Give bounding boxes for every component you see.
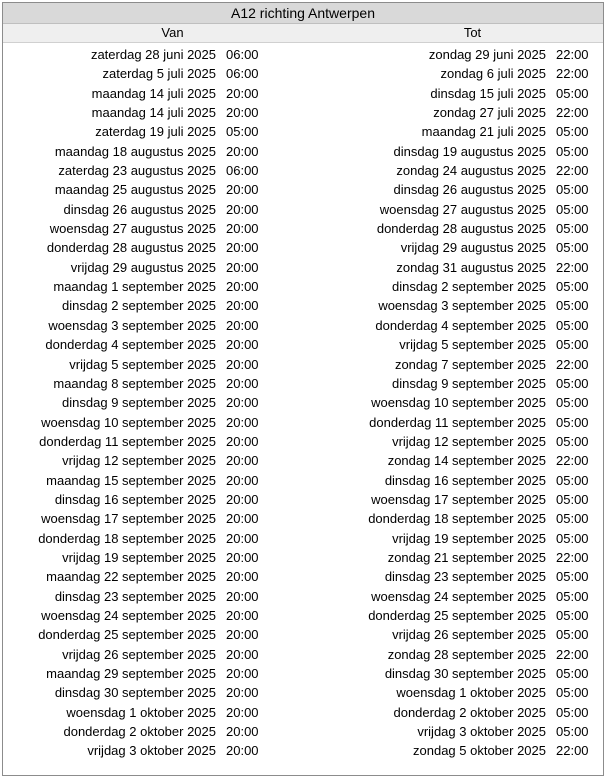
tot-time-cell: 22:00 [556, 259, 589, 275]
van-date-cell: maandag 14 juli 2025 [91, 85, 216, 101]
van-time-cell: 20:00 [226, 221, 259, 237]
van-time-cell: 20:00 [226, 375, 259, 391]
tot-time-cell: 05:00 [556, 530, 589, 546]
tot-date-cell: donderdag 25 september 2025 [368, 607, 546, 623]
van-time-cell: 20:00 [226, 588, 259, 604]
tot-date-cell: zondag 6 juli 2025 [440, 66, 546, 82]
tot-date-cell: donderdag 4 september 2025 [375, 317, 546, 333]
tot-date-cell: zondag 21 september 2025 [387, 549, 546, 565]
van-time-cell: 06:00 [226, 66, 259, 82]
table-row [3, 664, 603, 683]
van-date-cell: donderdag 28 augustus 2025 [46, 240, 216, 256]
tot-time-cell: 05:00 [556, 704, 589, 720]
van-date-cell: vrijdag 29 augustus 2025 [70, 259, 216, 275]
tot-date-cell: dinsdag 9 september 2025 [392, 375, 546, 391]
van-date-cell: dinsdag 30 september 2025 [54, 685, 216, 701]
van-time-cell: 20:00 [226, 298, 259, 314]
van-date-cell: maandag 15 september 2025 [46, 472, 216, 488]
tot-time-cell: 05:00 [556, 685, 589, 701]
table-row [3, 451, 603, 470]
van-time-cell: 20:00 [226, 511, 259, 527]
table-row [3, 122, 603, 141]
van-time-cell: 20:00 [226, 240, 259, 256]
tot-time-cell: 05:00 [556, 588, 589, 604]
van-time-cell: 20:00 [226, 743, 259, 759]
table-row [3, 509, 603, 528]
van-time-cell: 20:00 [226, 472, 259, 488]
tot-date-cell: zondag 7 september 2025 [394, 356, 546, 372]
van-date-cell: zaterdag 19 juli 2025 [95, 124, 216, 140]
van-date-cell: maandag 14 juli 2025 [91, 105, 216, 121]
tot-date-cell: donderdag 2 oktober 2025 [393, 704, 546, 720]
van-date-cell: dinsdag 2 september 2025 [62, 298, 216, 314]
tot-date-cell: vrijdag 5 september 2025 [399, 337, 546, 353]
tot-time-cell: 05:00 [556, 724, 589, 740]
schedule-table [2, 2, 604, 776]
tot-date-cell: vrijdag 26 september 2025 [392, 627, 546, 643]
table-row [3, 529, 603, 548]
tot-time-cell: 05:00 [556, 279, 589, 295]
tot-time-cell: 22:00 [556, 105, 589, 121]
tot-date-cell: vrijdag 12 september 2025 [392, 433, 546, 449]
tot-date-cell: zondag 14 september 2025 [387, 453, 546, 469]
table-row [3, 161, 603, 180]
van-date-cell: donderdag 4 september 2025 [45, 337, 216, 353]
table-body [3, 43, 603, 761]
table-row [3, 567, 603, 586]
tot-date-cell: zondag 29 juni 2025 [428, 47, 546, 62]
table-row [3, 471, 603, 490]
van-time-cell: 20:00 [226, 395, 259, 411]
van-date-cell: donderdag 2 oktober 2025 [63, 724, 216, 740]
table-row [3, 335, 603, 354]
tot-time-cell: 05:00 [556, 569, 589, 585]
van-time-cell: 05:00 [226, 124, 259, 140]
van-date-cell: donderdag 18 september 2025 [38, 530, 216, 546]
van-time-cell: 20:00 [226, 704, 259, 720]
van-time-cell: 20:00 [226, 105, 259, 121]
van-time-cell: 20:00 [226, 569, 259, 585]
van-date-cell: woensdag 24 september 2025 [41, 607, 216, 623]
van-date-cell: maandag 8 september 2025 [53, 375, 216, 391]
tot-date-cell: woensdag 17 september 2025 [371, 491, 546, 507]
van-date-cell: donderdag 25 september 2025 [38, 627, 216, 643]
table-row [3, 625, 603, 644]
tot-time-cell: 05:00 [556, 317, 589, 333]
tot-time-cell: 22:00 [556, 646, 589, 662]
tot-time-cell: 22:00 [556, 549, 589, 565]
van-date-cell: maandag 18 augustus 2025 [54, 143, 216, 159]
van-time-cell: 20:00 [226, 337, 259, 353]
tot-date-cell: vrijdag 29 augustus 2025 [400, 240, 546, 256]
tot-date-cell: dinsdag 19 augustus 2025 [393, 143, 546, 159]
tot-time-cell: 05:00 [556, 414, 589, 430]
table-header [3, 24, 603, 43]
table-row [3, 374, 603, 393]
tot-time-cell: 05:00 [556, 143, 589, 159]
tot-date-cell: donderdag 28 augustus 2025 [376, 221, 546, 237]
van-time-cell: 20:00 [226, 685, 259, 701]
column-header-van: Van [161, 25, 184, 40]
tot-date-cell: woensdag 27 augustus 2025 [379, 201, 546, 217]
tot-time-cell: 22:00 [556, 453, 589, 469]
column-header-tot: Tot [463, 25, 482, 40]
van-date-cell: woensdag 27 augustus 2025 [49, 221, 216, 237]
table-row [3, 200, 603, 219]
table-row [3, 103, 603, 122]
van-time-cell: 20:00 [226, 259, 259, 275]
table-row [3, 258, 603, 277]
tot-date-cell: zondag 24 augustus 2025 [396, 163, 546, 179]
van-date-cell: maandag 1 september 2025 [53, 279, 216, 295]
tot-time-cell: 05:00 [556, 182, 589, 198]
tot-time-cell: 05:00 [556, 375, 589, 391]
van-time-cell: 06:00 [226, 163, 259, 179]
van-date-cell: woensdag 3 september 2025 [48, 317, 216, 333]
van-time-cell: 20:00 [226, 317, 259, 333]
tot-time-cell: 05:00 [556, 511, 589, 527]
van-time-cell: 20:00 [226, 453, 259, 469]
table-row [3, 722, 603, 741]
van-date-cell: vrijdag 3 oktober 2025 [87, 743, 216, 759]
van-date-cell: dinsdag 16 september 2025 [54, 491, 216, 507]
table-row [3, 296, 603, 315]
van-time-cell: 20:00 [226, 607, 259, 623]
van-time-cell: 20:00 [226, 182, 259, 198]
van-time-cell: 20:00 [226, 549, 259, 565]
tot-time-cell: 22:00 [556, 163, 589, 179]
van-date-cell: dinsdag 26 augustus 2025 [63, 201, 216, 217]
tot-time-cell: 22:00 [556, 66, 589, 82]
table-row [3, 84, 603, 103]
table-row [3, 413, 603, 432]
tot-time-cell: 05:00 [556, 298, 589, 314]
tot-time-cell: 05:00 [556, 395, 589, 411]
tot-time-cell: 05:00 [556, 240, 589, 256]
tot-date-cell: donderdag 11 september 2025 [369, 414, 546, 430]
van-date-cell: vrijdag 26 september 2025 [62, 646, 216, 662]
van-date-cell: vrijdag 19 september 2025 [62, 549, 216, 565]
table-row [3, 490, 603, 509]
table-row [3, 238, 603, 257]
van-date-cell: vrijdag 5 september 2025 [69, 356, 216, 372]
tot-time-cell: 05:00 [556, 666, 589, 681]
van-date-cell: woensdag 17 september 2025 [41, 511, 216, 527]
tot-date-cell: zondag 5 oktober 2025 [413, 743, 546, 759]
van-date-cell: maandag 29 september 2025 [46, 666, 216, 681]
tot-date-cell: dinsdag 2 september 2025 [392, 279, 546, 295]
van-date-cell: woensdag 10 september 2025 [41, 414, 216, 430]
tot-time-cell: 22:00 [556, 356, 589, 372]
tot-time-cell: 05:00 [556, 221, 589, 237]
tot-date-cell: dinsdag 15 juli 2025 [430, 85, 546, 101]
van-time-cell: 20:00 [226, 143, 259, 159]
table-row [3, 142, 603, 161]
table-row [3, 606, 603, 625]
van-date-cell: donderdag 11 september 2025 [39, 433, 216, 449]
van-date-cell: zaterdag 28 juni 2025 [90, 47, 216, 62]
tot-date-cell: vrijdag 19 september 2025 [392, 530, 546, 546]
table-row [3, 683, 603, 702]
table-row [3, 393, 603, 412]
tot-time-cell: 22:00 [556, 47, 589, 62]
van-date-cell: zaterdag 5 juli 2025 [102, 66, 216, 82]
van-time-cell: 20:00 [226, 414, 259, 430]
tot-date-cell: maandag 21 juli 2025 [421, 124, 546, 140]
van-time-cell: 20:00 [226, 356, 259, 372]
tot-date-cell: vrijdag 3 oktober 2025 [417, 724, 546, 740]
table-row [3, 355, 603, 374]
tot-time-cell: 05:00 [556, 124, 589, 140]
tot-time-cell: 05:00 [556, 472, 589, 488]
tot-time-cell: 05:00 [556, 337, 589, 353]
tot-date-cell: woensdag 10 september 2025 [371, 395, 546, 411]
table-row [3, 45, 603, 64]
van-time-cell: 20:00 [226, 627, 259, 643]
van-date-cell: dinsdag 9 september 2025 [62, 395, 216, 411]
van-time-cell: 20:00 [226, 666, 259, 681]
tot-date-cell: woensdag 3 september 2025 [378, 298, 546, 314]
tot-date-cell: woensdag 1 oktober 2025 [396, 685, 546, 701]
table-row [3, 741, 603, 760]
van-date-cell: woensdag 1 oktober 2025 [66, 704, 216, 720]
table-row [3, 219, 603, 238]
tot-date-cell: dinsdag 26 augustus 2025 [393, 182, 546, 198]
van-date-cell: dinsdag 23 september 2025 [54, 588, 216, 604]
van-date-cell: maandag 22 september 2025 [46, 569, 216, 585]
van-time-cell: 20:00 [226, 530, 259, 546]
tot-date-cell: zondag 27 juli 2025 [433, 105, 546, 121]
van-time-cell: 20:00 [226, 201, 259, 217]
tot-time-cell: 05:00 [556, 433, 589, 449]
tot-time-cell: 05:00 [556, 85, 589, 101]
tot-date-cell: woensdag 24 september 2025 [371, 588, 546, 604]
table-row [3, 64, 603, 83]
van-time-cell: 20:00 [226, 724, 259, 740]
table-row [3, 432, 603, 451]
table-row [3, 703, 603, 722]
van-date-cell: vrijdag 12 september 2025 [62, 453, 216, 469]
tot-date-cell: dinsdag 23 september 2025 [384, 569, 546, 585]
van-time-cell: 20:00 [226, 491, 259, 507]
van-time-cell: 06:00 [226, 47, 259, 62]
table-row [3, 277, 603, 296]
tot-time-cell: 22:00 [556, 743, 589, 759]
tot-time-cell: 05:00 [556, 627, 589, 643]
van-time-cell: 20:00 [226, 646, 259, 662]
tot-date-cell: zondag 28 september 2025 [387, 646, 546, 662]
table-row [3, 548, 603, 567]
tot-date-cell: zondag 31 augustus 2025 [396, 259, 546, 275]
van-date-cell: maandag 25 augustus 2025 [54, 182, 216, 198]
table-row [3, 180, 603, 199]
table-title: A12 richting Antwerpen [3, 3, 603, 24]
tot-date-cell: donderdag 18 september 2025 [368, 511, 546, 527]
table-row [3, 587, 603, 606]
van-date-cell: zaterdag 23 augustus 2025 [58, 163, 216, 179]
tot-time-cell: 05:00 [556, 491, 589, 507]
table-row [3, 645, 603, 664]
tot-time-cell: 05:00 [556, 201, 589, 217]
table-row [3, 316, 603, 335]
van-time-cell: 20:00 [226, 433, 259, 449]
tot-time-cell: 05:00 [556, 607, 589, 623]
tot-date-cell: dinsdag 16 september 2025 [384, 472, 546, 488]
tot-date-cell: dinsdag 30 september 2025 [384, 666, 546, 681]
van-time-cell: 20:00 [226, 279, 259, 295]
van-time-cell: 20:00 [226, 85, 259, 101]
